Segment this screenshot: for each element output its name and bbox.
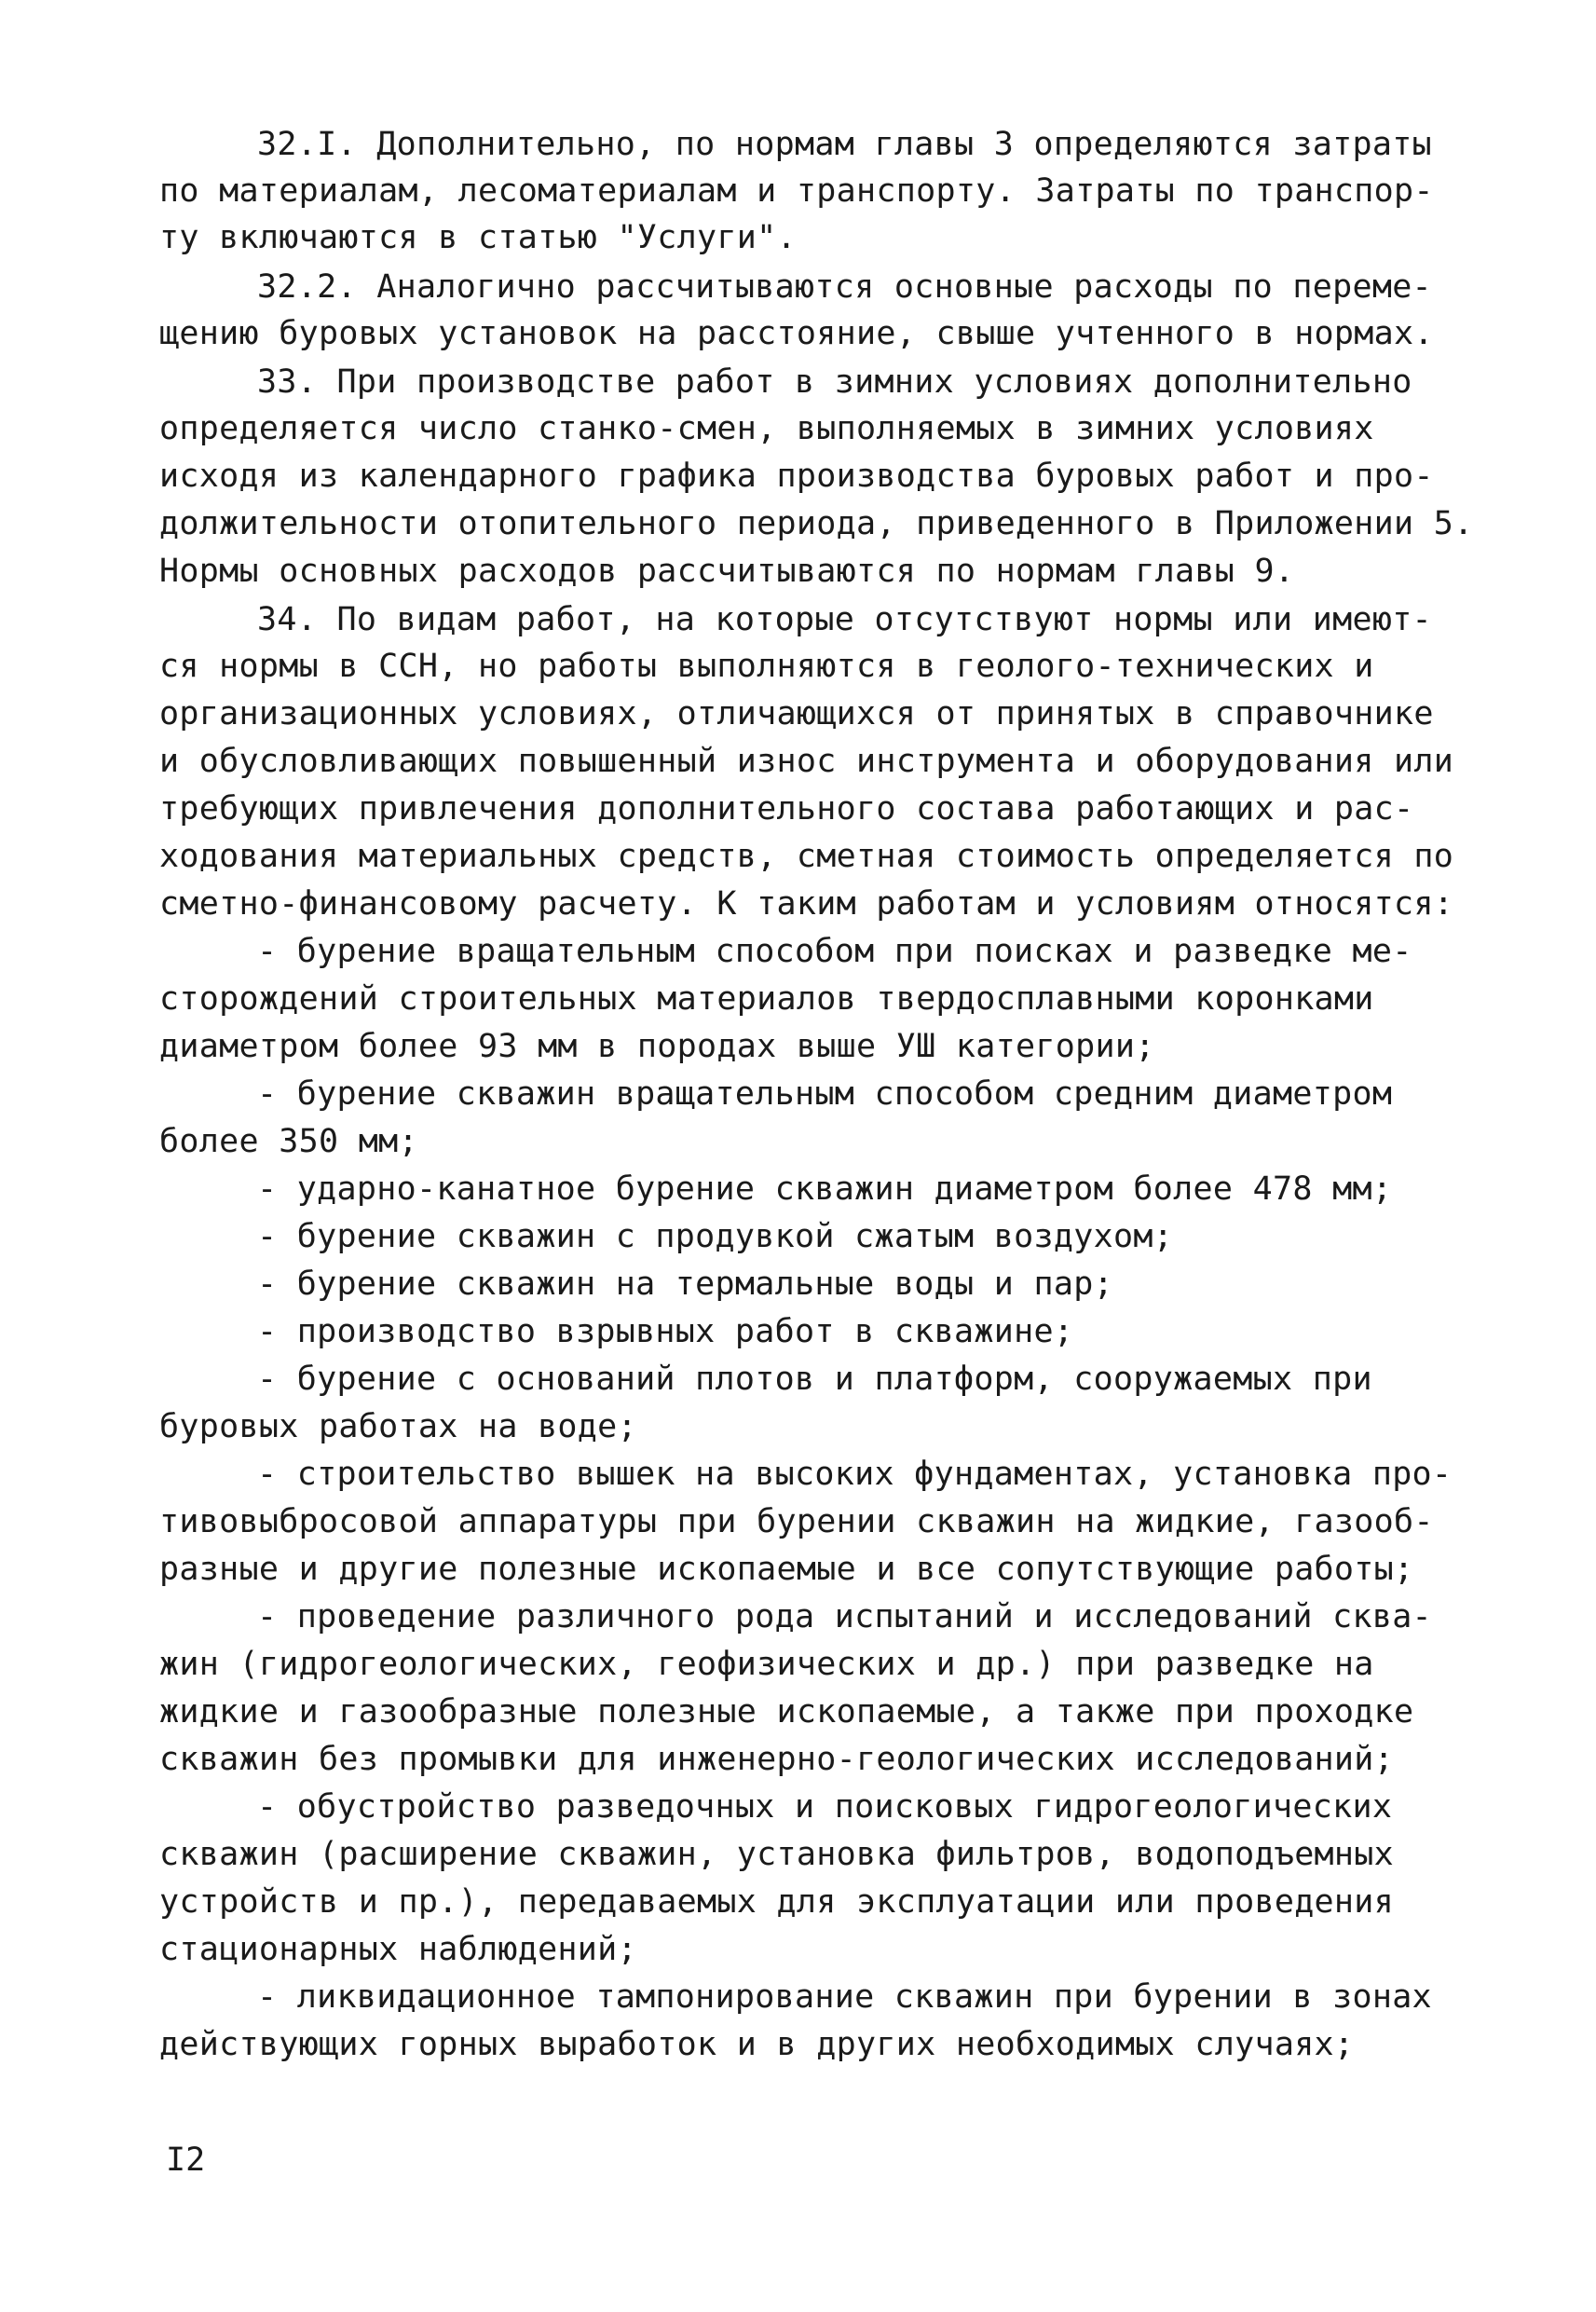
text-line: требующих привлечения дополнительного состава работающих и рас- (159, 790, 1414, 828)
text-line: исходя из календарного графика производства буровых работ и про- (159, 458, 1434, 495)
text-line: - производство взрывных работ в скважине; (257, 1313, 1074, 1350)
text-line: сметно-финансовому расчету. К таким работам и условиям относятся: (159, 885, 1454, 923)
text-line: 32.I. Дополнительно, по нормам главы 3 определяются затраты (257, 126, 1432, 163)
text-line: буровых работах на воде; (159, 1408, 637, 1445)
text-line: и обусловливающих повышенный износ инструмента и оборудования или (159, 743, 1454, 780)
text-line: диаметром более 93 мм в породах выше УШ категории; (159, 1028, 1155, 1065)
text-line: - ударно-канатное бурение скважин диаметром более 478 мм; (257, 1170, 1393, 1208)
text-line: жидкие и газообразные полезные ископаемые, а также при проходке (159, 1693, 1414, 1731)
text-line: ходования материальных средств, сметная стоимость определяется по (159, 838, 1454, 875)
text-line: Нормы основных расходов рассчитываются по нормам главы 9. (159, 553, 1295, 590)
text-line: 34. По видам работ, на которые отсутствуют нормы или имеют- (257, 601, 1432, 638)
text-line: определяется число станко-смен, выполняемых в зимних условиях (159, 410, 1374, 447)
text-line: ту включаются в статью "Услуги". (159, 219, 797, 256)
page-number: I2 (166, 2141, 206, 2179)
text-line: щению буровых установок на расстояние, свыше учтенного в нормах. (159, 315, 1434, 352)
text-line: должительности отопительного периода, приведенного в Приложении 5. (159, 505, 1474, 542)
text-line: - бурение вращательным способом при поисках и разведке ме- (257, 933, 1412, 970)
text-line: более 350 мм; (159, 1123, 418, 1160)
text-line: 33. При производстве работ в зимних условиях дополнительно (257, 363, 1412, 401)
text-line: 32.2. Аналогично рассчитываются основные расходы по переме- (257, 268, 1432, 306)
text-line: сторождений строительных материалов твердосплавными коронками (159, 980, 1374, 1018)
text-line: - бурение скважин с продувкой сжатым воздухом; (257, 1218, 1174, 1255)
text-line: разные и другие полезные ископаемые и все сопутствующие работы; (159, 1551, 1414, 1588)
text-line: - ликвидационное тампонирование скважин при бурении в зонах (257, 1978, 1432, 2016)
text-line: устройств и пр.), передаваемых для эксплуатации или проведения (159, 1883, 1395, 1921)
text-line: скважин (расширение скважин, установка фильтров, водоподъемных (159, 1836, 1395, 1873)
text-line: ся нормы в ССН, но работы выполняются в геолого-технических и (159, 648, 1374, 685)
text-line: организационных условиях, отличающихся от принятых в справочнике (159, 695, 1434, 732)
text-line: жин (гидрогеологических, геофизических и др.) при разведке на (159, 1646, 1374, 1683)
text-line: скважин без промывки для инженерно-геологических исследований; (159, 1741, 1395, 1778)
text-line: - обустройство разведочных и поисковых гидрогеологических (257, 1788, 1393, 1826)
text-line: - проведение различного рода испытаний и исследований сква- (257, 1598, 1432, 1635)
text-line: - строительство вышек на высоких фундаментах, установка про- (257, 1456, 1453, 1493)
text-line: - бурение с оснований плотов и платформ, сооружаемых при (257, 1361, 1372, 1398)
text-line: - бурение скважин на термальные воды и пар; (257, 1265, 1113, 1303)
text-line: - бурение скважин вращательным способом средним диаметром (257, 1075, 1393, 1113)
text-line: тивовыбросовой аппаратуры при бурении скважин на жидкие, газооб- (159, 1503, 1434, 1540)
text-line: стационарных наблюдений; (159, 1931, 637, 1968)
text-line: действующих горных выработок и в других необходимых случаях; (159, 2026, 1355, 2063)
text-line: по материалам, лесоматериалам и транспорту. Затраты по транспор- (159, 172, 1434, 210)
